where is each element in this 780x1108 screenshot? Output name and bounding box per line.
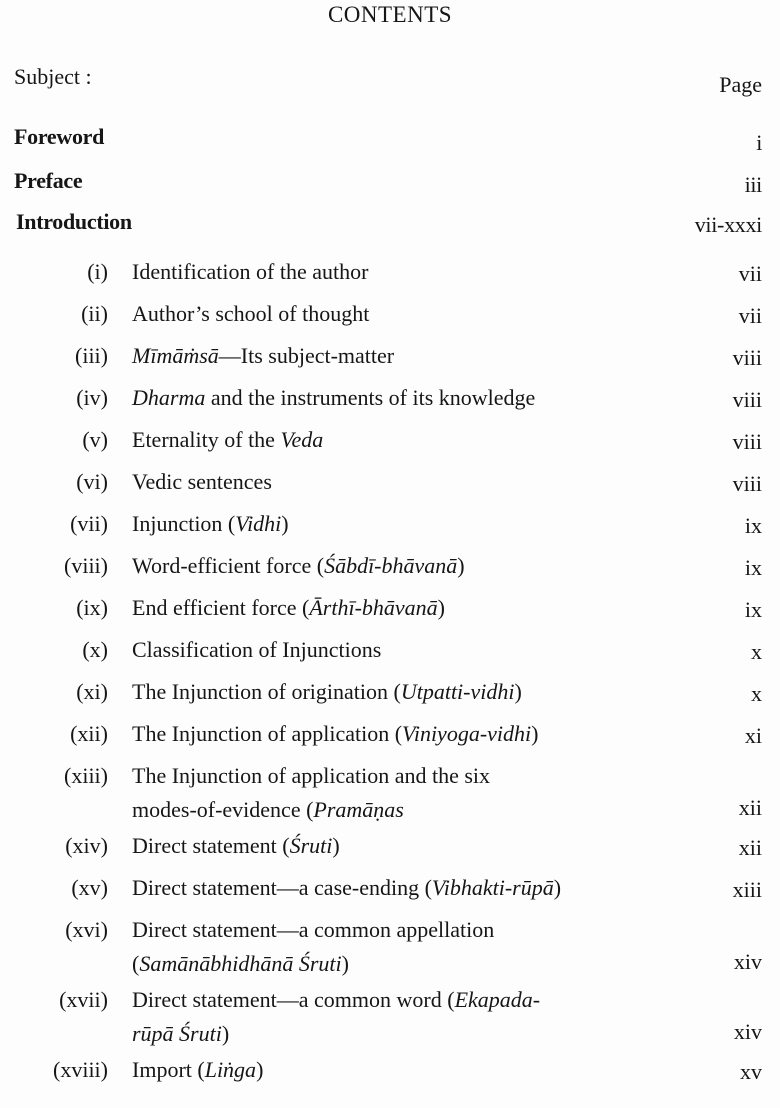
entry-number: (xvi) <box>65 917 108 942</box>
toc-entry <box>0 716 780 758</box>
text-segment: —Its subject-matter <box>218 343 395 368</box>
entry-text <box>132 422 323 458</box>
toc-entry <box>0 338 780 380</box>
text-segment: Author’s school of thought <box>132 301 370 326</box>
toc-entries <box>0 254 780 1094</box>
entry-page: x <box>751 639 762 664</box>
text-segment: Word-efficient force ( <box>132 553 325 578</box>
text-segment: modes-of-evidence ( <box>132 797 314 822</box>
text-segment: ) <box>281 511 289 536</box>
entry-number: (x) <box>82 637 108 662</box>
italic-term: Utpatti-vidhi <box>400 679 515 704</box>
entry-line <box>0 422 780 464</box>
text-segment: Injunction ( <box>132 511 236 536</box>
toc-entry <box>0 464 780 506</box>
entry-text <box>132 590 445 626</box>
entry-text <box>132 338 394 374</box>
entry-text <box>132 1018 229 1050</box>
entry-text <box>132 794 404 826</box>
entry-line <box>0 296 780 338</box>
toc-preface <box>14 168 762 198</box>
italic-term: Śruti <box>289 833 333 858</box>
toc-entry <box>0 1052 780 1094</box>
entry-page: vii <box>738 261 762 286</box>
toc-entry <box>0 548 780 590</box>
page-header: Page <box>719 72 762 97</box>
text-segment: ) <box>332 833 340 858</box>
italic-term: Vidhi <box>235 511 282 536</box>
entry-page: xiv <box>733 949 762 974</box>
entry-number: (vii) <box>70 511 108 536</box>
entry-page: ix <box>744 555 762 580</box>
entry-page: viii <box>732 471 762 496</box>
entry-text <box>132 870 561 906</box>
entry-text <box>132 506 289 542</box>
toc-entry <box>0 982 780 1052</box>
text-segment: ( <box>132 951 140 976</box>
toc-entry <box>0 674 780 716</box>
entry-line <box>0 1052 780 1094</box>
entry-text <box>132 674 522 710</box>
entry-text <box>132 464 272 500</box>
section-page: vii-xxxi <box>694 212 762 237</box>
toc-entry <box>0 422 780 464</box>
entry-text <box>132 982 540 1018</box>
entry-number: (xviii) <box>53 1057 108 1082</box>
entry-page: xii <box>738 835 762 860</box>
text-segment: Vedic sentences <box>132 469 272 494</box>
italic-term: Dharma <box>132 385 206 410</box>
italic-term: Ārthī-bhāvanā <box>309 595 438 620</box>
entry-line <box>0 380 780 422</box>
italic-term: Viniyoga-vidhi <box>402 721 532 746</box>
text-segment: ) <box>457 553 465 578</box>
entry-text <box>132 380 535 416</box>
entry-page: viii <box>732 429 762 454</box>
italic-term: rūpā Śruti <box>132 1021 222 1046</box>
text-segment: Import ( <box>132 1057 205 1082</box>
entry-line <box>0 548 780 590</box>
entry-number: (xii) <box>70 721 108 746</box>
text-segment: End efficient force ( <box>132 595 310 620</box>
text-segment: ) <box>531 721 539 746</box>
text-segment: ) <box>256 1057 264 1082</box>
section-page: iii <box>744 172 762 197</box>
entry-page: viii <box>732 345 762 370</box>
entry-page: vii <box>738 303 762 328</box>
italic-term: Vibhakti-rūpā <box>431 875 554 900</box>
entry-line <box>0 794 780 828</box>
column-header <box>14 64 762 98</box>
entry-page: xiii <box>732 877 762 902</box>
entry-line <box>0 254 780 296</box>
entry-number: (v) <box>82 427 108 452</box>
text-segment: Direct statement—a common word ( <box>132 987 455 1012</box>
section-page: i <box>756 130 762 155</box>
italic-term: Mīmāṁsā <box>132 343 219 368</box>
toc-entry <box>0 758 780 828</box>
toc-entry <box>0 296 780 338</box>
entry-page: xi <box>744 723 762 748</box>
subject-header: Subject : <box>14 64 92 89</box>
entry-number: (xvii) <box>59 987 108 1012</box>
italic-term: Śābdī-bhāvanā <box>324 553 458 578</box>
entry-line <box>0 506 780 548</box>
italic-term: Samānābhidhānā Śruti <box>139 951 342 976</box>
text-segment: ) <box>437 595 445 620</box>
entry-page: ix <box>744 513 762 538</box>
toc-entry <box>0 912 780 982</box>
italic-term: Liṅga <box>204 1057 257 1082</box>
entry-page: xiv <box>733 1019 762 1044</box>
entry-line <box>0 674 780 716</box>
entry-text <box>132 296 369 332</box>
section-label: Introduction <box>16 209 132 234</box>
italic-term: Ekapada- <box>454 987 541 1012</box>
entry-line <box>0 590 780 632</box>
entry-number: (iv) <box>76 385 108 410</box>
entry-line <box>0 338 780 380</box>
entry-line <box>0 948 780 982</box>
text-segment: Direct statement ( <box>132 833 290 858</box>
text-segment: The Injunction of origination ( <box>132 679 401 704</box>
toc-entry <box>0 632 780 674</box>
entry-text <box>132 758 490 794</box>
text-segment: Identification of the author <box>132 259 369 284</box>
entry-number: (xv) <box>71 875 108 900</box>
text-segment: The Injunction of application ( <box>132 721 403 746</box>
toc-entry <box>0 506 780 548</box>
text-segment: Direct statement—a case-ending ( <box>132 875 432 900</box>
entry-text <box>132 548 465 584</box>
entry-text <box>132 632 381 668</box>
text-segment: ) <box>514 679 522 704</box>
text-segment: ) <box>341 951 349 976</box>
entry-page: ix <box>744 597 762 622</box>
toc-entry <box>0 254 780 296</box>
entry-number: (xiv) <box>65 833 108 858</box>
text-segment: ) <box>553 875 562 900</box>
entry-number: (ii) <box>81 301 108 326</box>
text-segment: Classification of Injunctions <box>132 637 382 662</box>
entry-line <box>0 870 780 912</box>
entry-line <box>0 632 780 674</box>
text-segment: ) <box>221 1021 230 1046</box>
entry-number: (viii) <box>64 553 108 578</box>
text-segment: Direct statement—a common appellation <box>132 917 495 942</box>
entry-line <box>0 716 780 758</box>
entry-number: (ix) <box>76 595 108 620</box>
page-title: CONTENTS <box>327 2 453 27</box>
entry-number: (xiii) <box>64 763 108 788</box>
toc-entry <box>0 828 780 870</box>
entry-page: xii <box>738 795 762 820</box>
toc-entry <box>0 590 780 632</box>
entry-page: viii <box>732 387 762 412</box>
entry-text <box>132 254 368 290</box>
toc-introduction <box>16 209 762 238</box>
entry-text <box>132 828 340 864</box>
italic-term: Pramāṇas <box>313 797 404 822</box>
entry-line <box>0 828 780 870</box>
text-segment: The Injunction of application and the six <box>132 763 491 788</box>
toc-entry <box>0 870 780 912</box>
toc-foreword <box>14 124 762 156</box>
section-label: Preface <box>14 168 83 193</box>
entry-page: x <box>751 681 762 706</box>
entry-text <box>132 912 494 948</box>
text-segment: Eternality of the <box>132 427 281 452</box>
entry-number: (vi) <box>76 469 108 494</box>
italic-term: Veda <box>280 427 324 452</box>
text-segment: and the instruments of its knowledge <box>205 385 536 410</box>
section-label: Foreword <box>14 124 105 149</box>
entry-line <box>0 464 780 506</box>
entry-text <box>132 716 538 752</box>
entry-number: (iii) <box>75 343 108 368</box>
entry-text <box>132 948 349 980</box>
entry-number: (i) <box>87 259 108 284</box>
toc-entry <box>0 380 780 422</box>
entry-text <box>132 1052 263 1088</box>
entry-line <box>0 1018 780 1052</box>
entry-page: xv <box>740 1059 762 1084</box>
entry-number: (xi) <box>76 679 108 704</box>
